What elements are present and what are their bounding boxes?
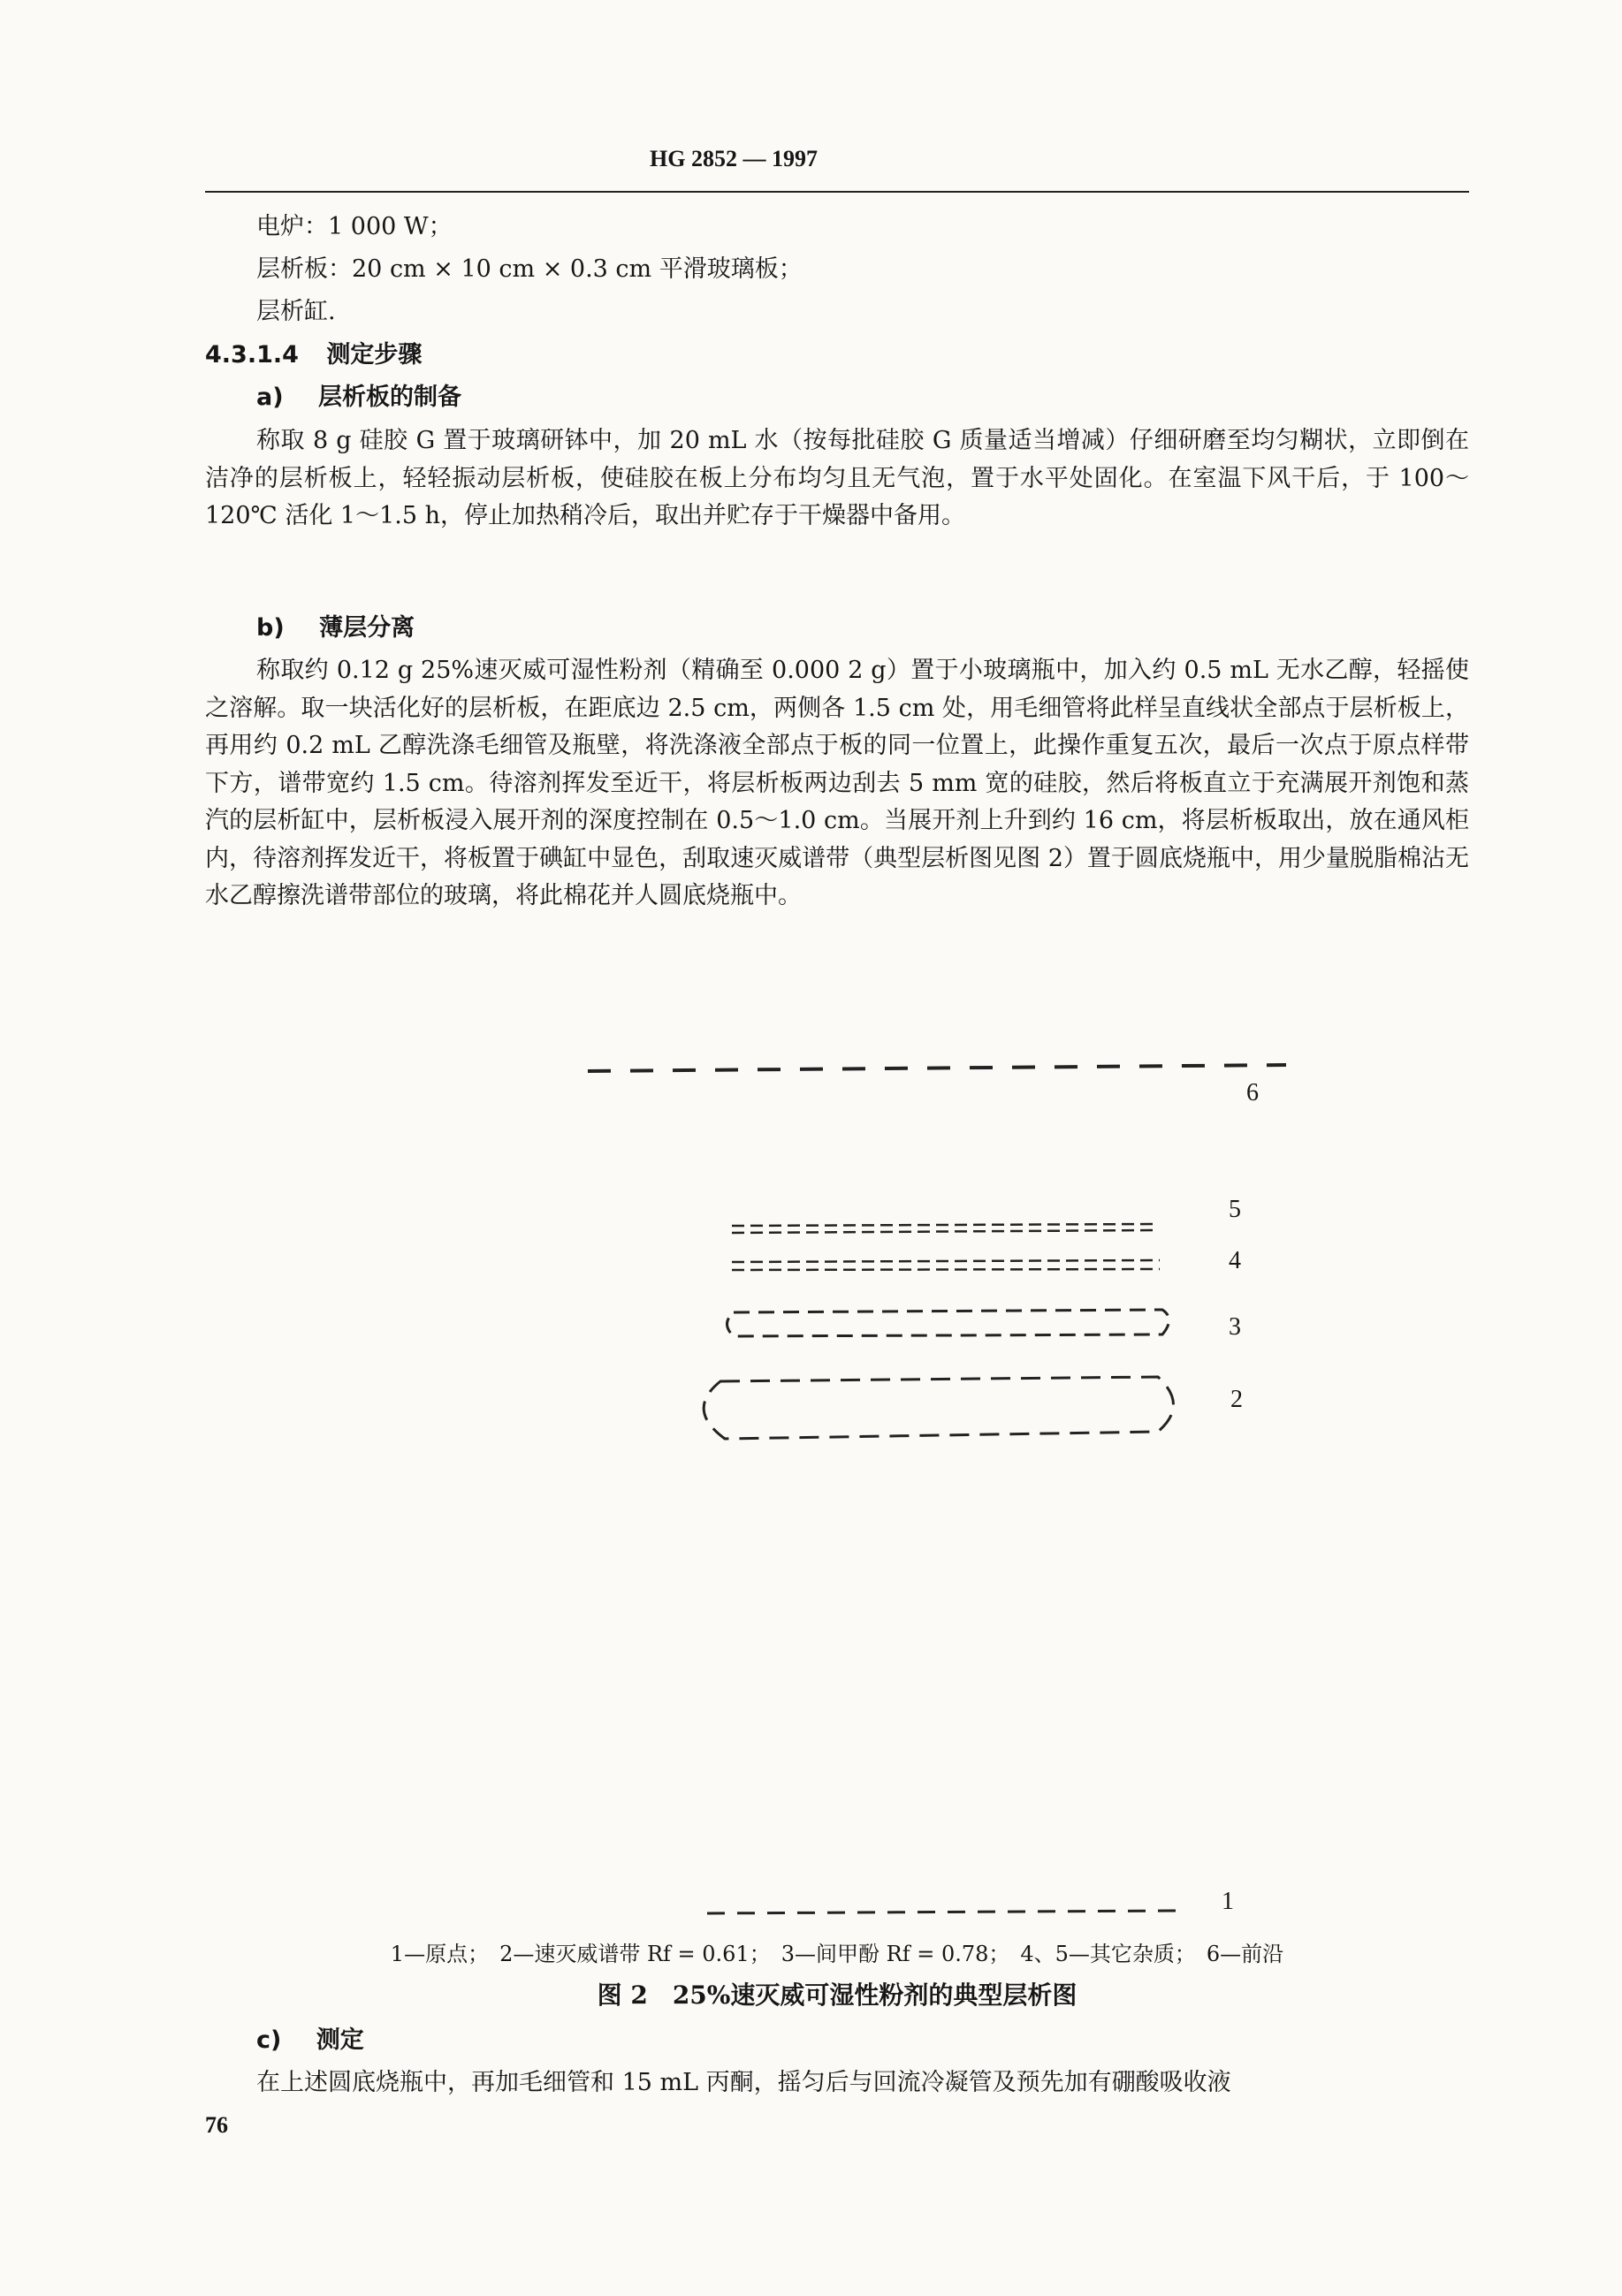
m-cresol-band (727, 1310, 1169, 1336)
subsection-c-heading (256, 2026, 364, 2056)
equipment-item: 层析板：20 cm × 10 cm × 0.3 cm 平滑玻璃板； (256, 255, 803, 283)
origin-line (707, 1911, 1180, 1913)
solvent-front-line (588, 1065, 1286, 1071)
figure-legend: 1—原点； 2—速灭威谱带 Rf = 0.61； 3—间甲酚 Rf = 0.78； 4、5—其它杂质； 6—前沿 (390, 1942, 1284, 1966)
impurity-band-5 (732, 1224, 1158, 1233)
subsection-a-label: a) (256, 384, 284, 411)
subsection-b-title: 薄层分离 (319, 614, 415, 642)
page-number: 76 (205, 2112, 228, 2138)
page-header: HG 2852 — 1997 (650, 146, 818, 171)
figure-caption: 图 2 25%速灭威可湿性粉剂的典型层析图 (597, 1980, 1078, 2010)
paragraph-a: 称取 8 g 硅胶 G 置于玻璃研钵中，加 20 mL 水（按每批硅胶 G 质量适当增减）仔细研磨至均匀糊状，立即倒在洁净的层析板上，轻轻振动层析板，使硅胶在板上分布均匀且无气泡，置于水平处固化。在室温下风干后，于 100～120℃ 活化 1～1.5 h，停止加热稍冷后，取出并贮存于干燥器中备用。 (205, 427, 1469, 529)
paragraph-b: 称取约 0.12 g 25%速灭威可湿性粉剂（精确至 0.000 2 g）置于小玻璃瓶中，加入约 0.5 mL 无水乙醇，轻摇使之溶解。取一块活化好的层析板，在距底边 2.5 cm，两侧各 1.5 cm 处，用毛细管将此样呈直线状全部点于层析板上，再用约 0.2 mL 乙醇洗涤毛细管及瓶壁，将洗涤液全部点于板的同一位置上，此操作重复五次，最后一次点于原点样带下方，谱带宽约 1.5 cm。待溶剂挥发至近干，将层析板两边刮去 5 mm 宽的硅胶，然后将板直立于充满展开剂饱和蒸汽的层析缸中，层析板浸入展开剂的深度控制在 0.5～1.0 cm。当展开剂上升到约 16 cm，将层析板取出，放在通风柜内，待溶剂挥发近干，将板置于碘缸中显色，刮取速灭威谱带（典型层析图见图 2）置于圆底烧瓶中，用少量脱脂棉沾无水乙醇擦洗谱带部位的玻璃，将此棉花并人圆底烧瓶中。 (205, 657, 1469, 909)
figure-label-4: 4 (1229, 1247, 1241, 1274)
subsection-c-title: 测定 (316, 2026, 364, 2054)
figure-label-1: 1 (1222, 1888, 1234, 1915)
paragraph-c: 在上述圆底烧瓶中，再加毛细管和 15 mL 丙酮，摇匀后与回流冷凝管及预先加有硼酸吸收液 (256, 2069, 1231, 2096)
impurity-band-4 (732, 1260, 1160, 1270)
figure-label-5: 5 (1229, 1196, 1241, 1223)
figure-label-6: 6 (1246, 1079, 1259, 1106)
equipment-item: 电炉：1 000 W； (256, 213, 453, 240)
main-compound-band (704, 1377, 1173, 1439)
section-title: 测定步骤 (326, 341, 423, 369)
equipment-item: 层析缸. (256, 298, 336, 325)
subsection-a-title: 层析板的制备 (317, 384, 461, 411)
section-number: 4.3.1.4 (205, 341, 299, 369)
subsection-b-label: b) (256, 614, 285, 642)
subsection-c-label: c) (256, 2026, 282, 2054)
figure-label-3: 3 (1229, 1313, 1241, 1341)
figure-label-2: 2 (1230, 1386, 1243, 1413)
